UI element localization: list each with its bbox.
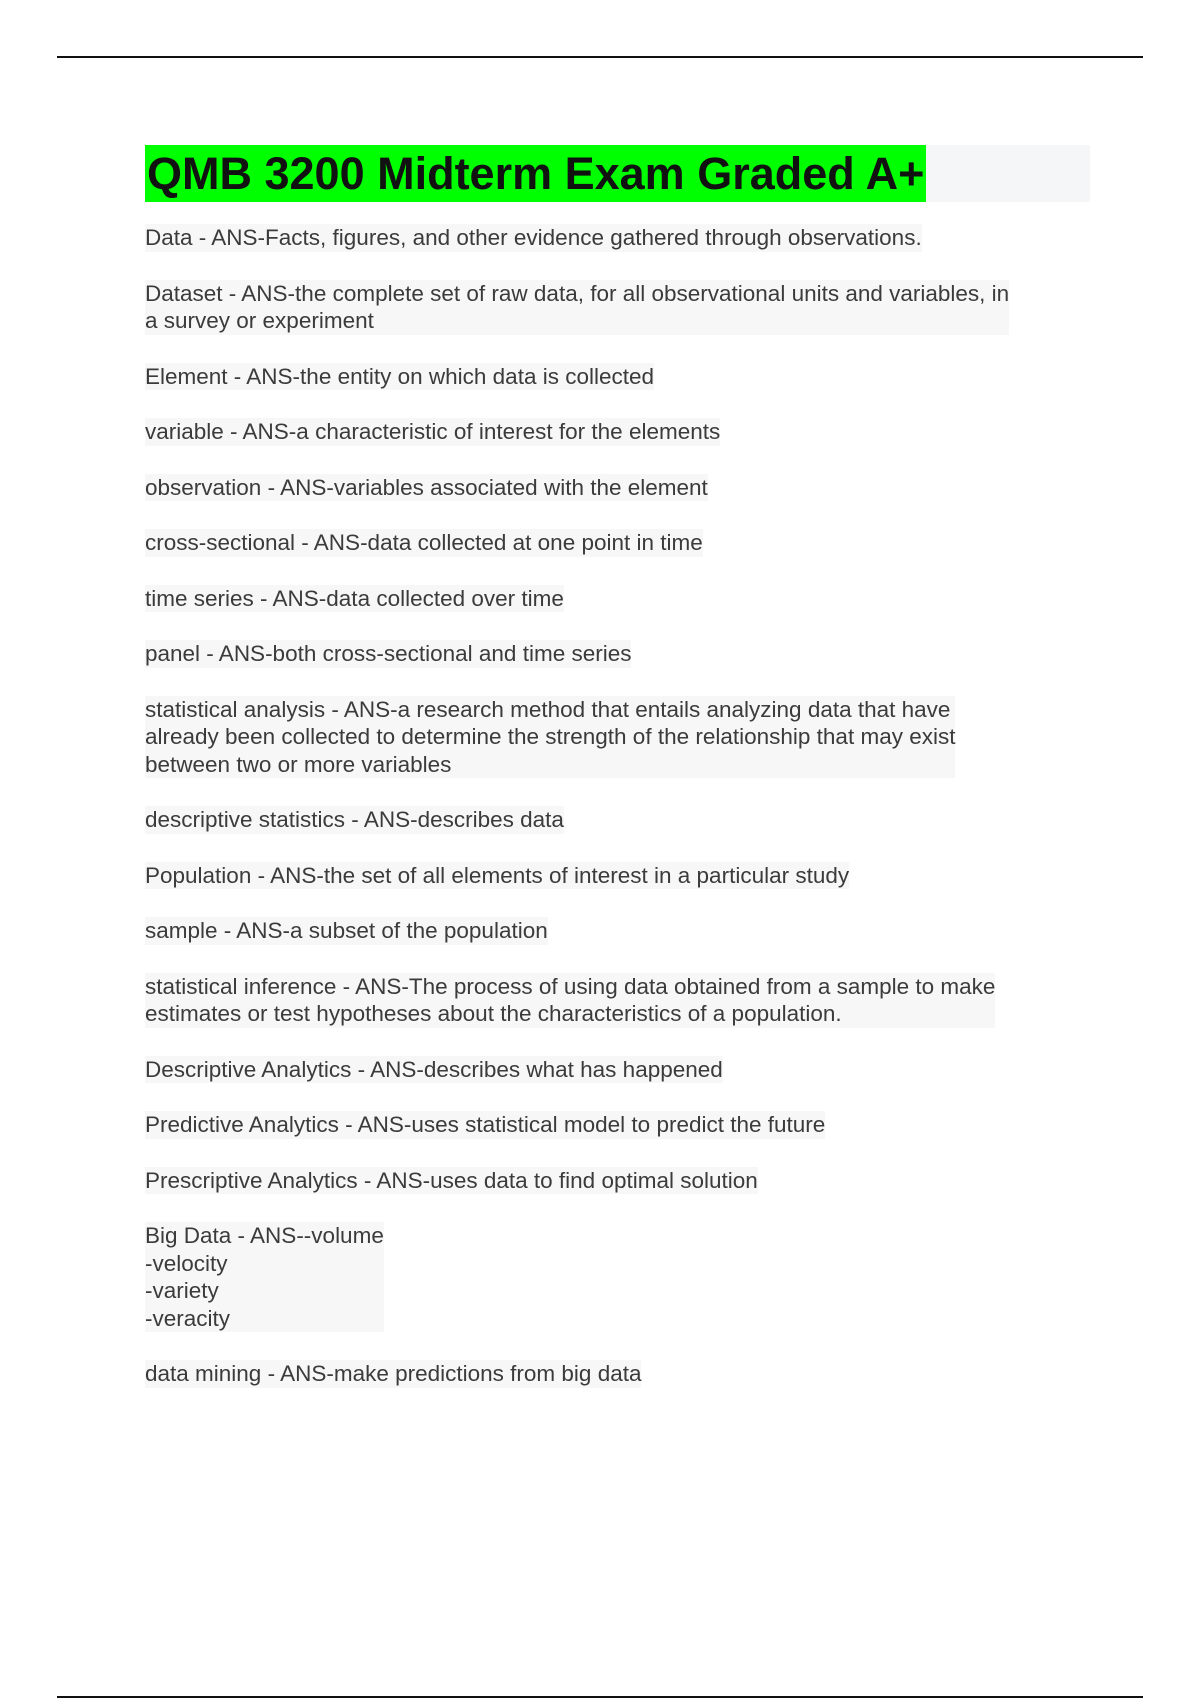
term-entry-time-series (145, 585, 1090, 613)
term-text: time series - ANS-data collected over time (145, 585, 564, 611)
term-entry-dataset (145, 280, 1090, 335)
term-text: Element - ANS-the entity on which data is collected (145, 363, 655, 389)
term-entry-element (145, 363, 1090, 391)
term-entry-variable (145, 418, 1090, 446)
term-entry-prescriptive-analytics (145, 1167, 1090, 1195)
term-entry-data (145, 224, 1090, 252)
term-text: variable - ANS-a characteristic of interest for the elements (145, 419, 721, 444)
document-title: QMB 3200 Midterm Exam Graded A+ (145, 145, 926, 202)
term-text: panel - ANS-both cross-sectional and time series (145, 641, 632, 666)
term-entry-descriptive-analytics (145, 1056, 1090, 1084)
term-text: observation - ANS-variables associated with the element (145, 474, 708, 500)
term-text: statistical inference - ANS-The process of using data obtained from a sample to make estimates or test hypotheses about the characteristics of a population. (145, 973, 996, 1026)
term-entry-descriptive-statistics (145, 806, 1090, 834)
bottom-page-rule (57, 1696, 1143, 1698)
term-entry-data-mining (145, 1360, 1090, 1388)
term-entry-statistical-inference (145, 973, 1090, 1028)
term-text: data mining - ANS-make predictions from big data (145, 1361, 642, 1386)
term-text: descriptive statistics - ANS-describes data (145, 807, 564, 832)
term-entry-observation (145, 474, 1090, 502)
term-text: Data - ANS-Facts, figures, and other evidence gathered through observations. (145, 225, 922, 250)
term-entry-cross-sectional (145, 529, 1090, 557)
term-text: Big Data - ANS--volume -velocity -variety -veracity (145, 1223, 384, 1331)
term-text: Population - ANS-the set of all elements of interest in a particular study (145, 862, 850, 888)
term-entry-big-data (145, 1222, 1090, 1332)
term-text: statistical analysis - ANS-a research method that entails analyzing data that have already been collected to determine the strength of the relationship that may exist between two or more variables (145, 696, 956, 777)
document-page (145, 145, 1090, 1416)
term-entry-panel (145, 640, 1090, 668)
term-text: Dataset - ANS-the complete set of raw data, for all observational units and variables, in a survey or experiment (145, 280, 1010, 333)
term-list (145, 224, 1090, 1388)
term-entry-sample (145, 917, 1090, 945)
term-text: Prescriptive Analytics - ANS-uses data to find optimal solution (145, 1167, 758, 1193)
term-entry-population (145, 862, 1090, 890)
title-band (145, 145, 1090, 202)
term-entry-statistical-analysis (145, 696, 1090, 779)
term-entry-predictive-analytics (145, 1111, 1090, 1139)
term-text: cross-sectional - ANS-data collected at one point in time (145, 530, 703, 555)
top-page-rule (57, 56, 1143, 58)
term-text: Descriptive Analytics - ANS-describes what has happened (145, 1056, 723, 1082)
term-text: Predictive Analytics - ANS-uses statistical model to predict the future (145, 1112, 826, 1137)
term-text: sample - ANS-a subset of the population (145, 918, 548, 943)
